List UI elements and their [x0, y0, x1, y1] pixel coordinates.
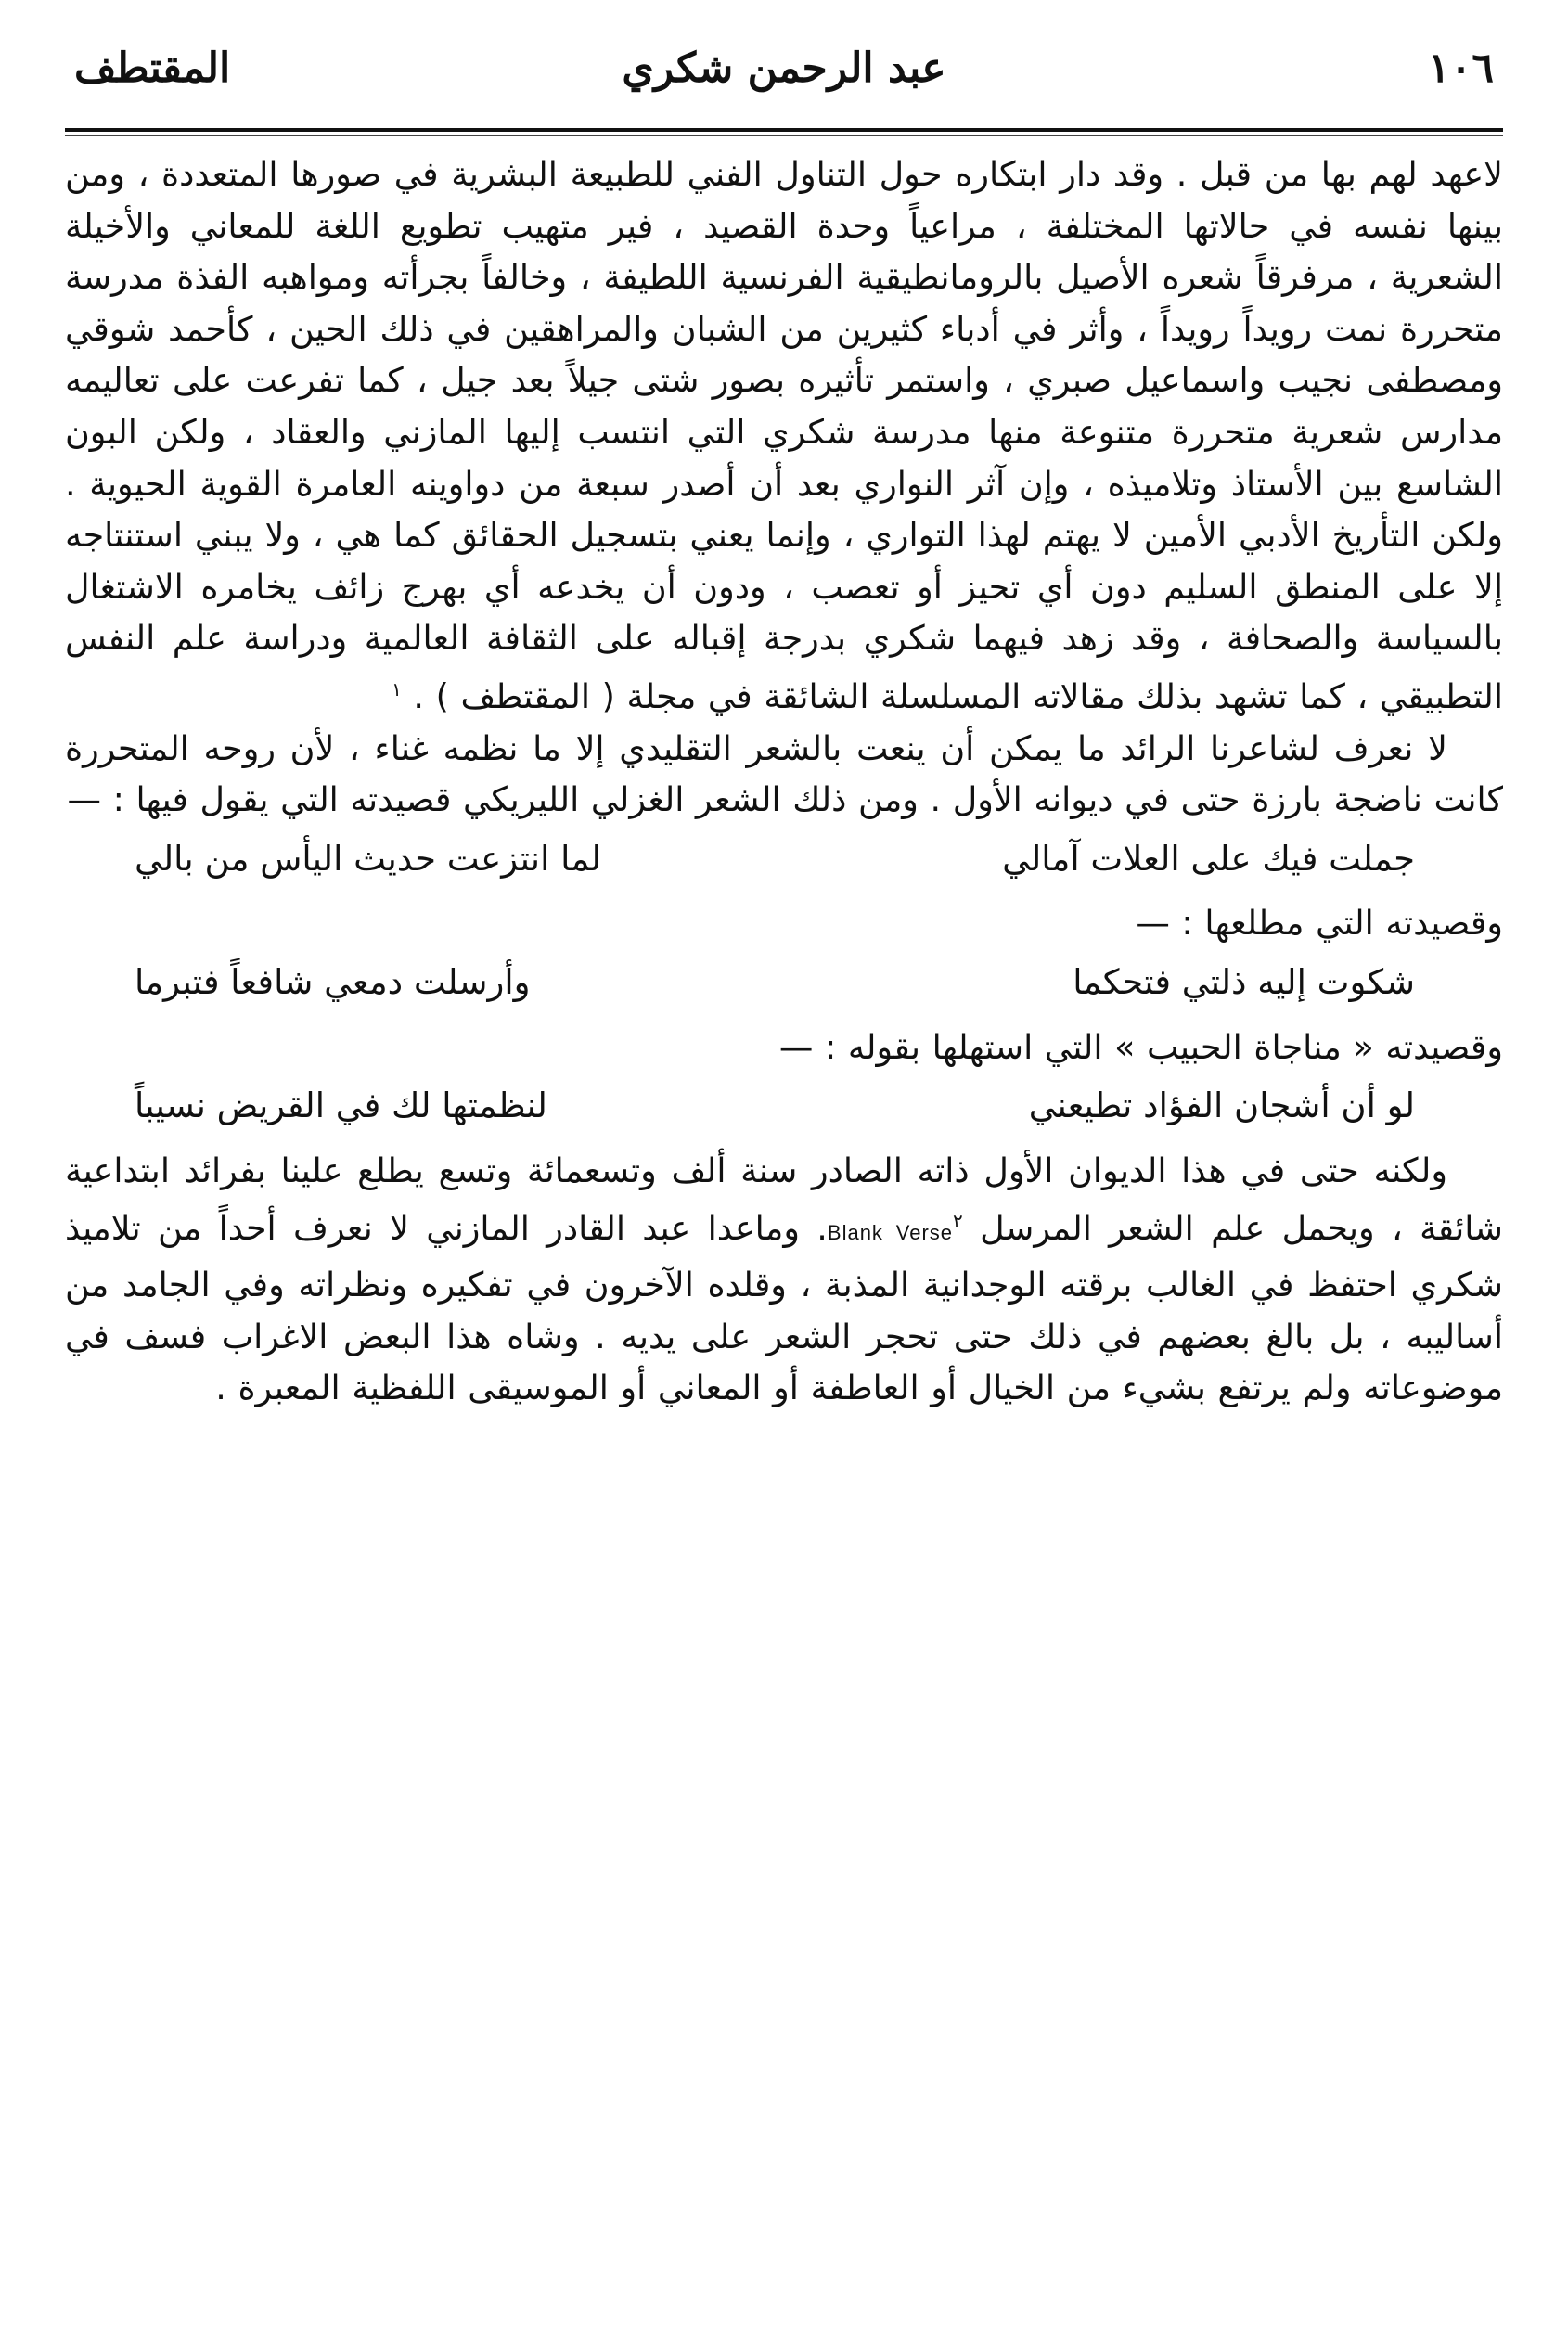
- paragraph-5-text: ولكنه حتى في هذا الديوان الأول ذاته الصادر سنة ألف وتسعمائة وتسع يطلع علينا بفرائد ابتداعية شائقة ، ويحمل علم الشعر المرسل: [65, 1150, 1503, 1249]
- document-page: [65, 37, 1503, 2320]
- blank-verse-term: Blank Verse: [827, 1221, 954, 1245]
- page-header: [65, 37, 1503, 125]
- running-title-journal: المقتطف: [74, 45, 231, 92]
- verse-2-first-hemistich: شكوت إليه ذلتي فتحكما: [1073, 962, 1415, 1003]
- page-body: [65, 148, 1503, 1414]
- paragraph-3: وقصيدته التي مطلعها : —: [1136, 903, 1503, 944]
- footnote-mark-1: ١: [392, 677, 402, 700]
- page-number: ١٠٦: [1428, 45, 1494, 92]
- paragraph-2: لا نعرف لشاعرنا الرائد ما يمكن أن ينعت بالشعر التقليدي إلا ما نظمه غناء ، لأن روحه المتحررة كانت ناضجة بارزة حتى في ديوانه الأول . ومن ذلك الشعر الغزلي الليريكي قصيدته التي يقول فيها : —: [65, 727, 1503, 820]
- header-rule: [65, 128, 1503, 132]
- verse-3-second-hemistich: لنظمتها لك في القريض نسيباً: [135, 1086, 547, 1126]
- verse-1-second-hemistich: لما انتزعت حديث اليأس من بالي: [135, 838, 602, 879]
- paragraph-4: وقصيدته « مناجاة الحبيب » التي استهلها بقوله : —: [778, 1026, 1503, 1067]
- verse-3: [65, 1080, 1503, 1132]
- verse-1: [65, 833, 1503, 885]
- header-rule-thin: [65, 135, 1503, 136]
- verse-2: [65, 957, 1503, 1009]
- footnote-mark-2: ٢: [953, 1210, 963, 1233]
- verse-1-first-hemistich: جملت فيك على العلات آمالي: [1002, 838, 1415, 879]
- verse-3-first-hemistich: لو أن أشجان الفؤاد تطيعني: [1028, 1086, 1415, 1126]
- paragraph-5: [65, 1145, 1503, 1414]
- running-title-author: عبد الرحمن شكري: [622, 45, 946, 92]
- paragraph-5-continuation: . وماعدا عبد القادر المازني لا نعرف أحداً من تلاميذ شكري احتفظ في الغالب برقته الوجدانية المذبة ، وقلده الآخرون في تفكيره ونظراته وفي الجامد من أساليبه ، بل بالغ بعضهم في ذلك حتى تحجر الشعر على يديه . وشاه هذا البعض الاغراب فسف في موضوعاته ولم يرتفع بشيء من الخيال أو العاطفة أو المعاني أو الموسيقى اللفظية المعبرة .: [65, 1208, 1503, 1408]
- paragraph-1-text: لاعهد لهم بها من قبل . وقد دار ابتكاره حول التناول الفني للطبيعة البشرية في صورها المتعددة ، ومن بينها نفسه في حالاتها المختلفة ، مراعياً وحدة القصيد ، فير متهيب تطويع اللغة للمعاني والأخيلة الشعرية ، مرفرقاً شعره الأصيل بالرومانطيقية الفرنسية اللطيفة ، وخالفاً بجرأته ومواهبه الفذة مدرسة متحررة نمت رويداً رويداً ، وأثر في أدباء كثيرين من الشبان والمراهقين في ذلك الحين ، كأحمد شوقي ومصطفى نجيب واسماعيل صبري ، واستمر تأثيره بصور شتى جيلاً بعد جيل ، كما تفرعت على تعاليمه مدارس شعرية متحررة متنوعة منها مدرسة شكري التي انتسب إليها المازني والعقاد ، ولكن البون الشاسع بين الأستاذ وتلاميذه ، وإن آثر النواري بعد أن أصدر سبعة من دواوينه العامرة القوية الحيوية . ولكن التأريخ الأدبي الأمين لا يهتم لهذا التواري ، وإنما يعني بتسجيل الحقائق كما هي ، ولا يبني استنتاجه إلا على المنطق السليم دون أي تحيز أو تعصب ، ودون أن يخدعه أي بهرج زائف يخامره الاشتغال بالسياسة والصحافة ، وقد زهد فيهما شكري بدرجة إقباله على الثقافة العالمية ودراسة علم النفس التطبيقي ، كما تشهد بذلك مقالاته المسلسلة الشائقة في مجلة ( المقتطف ) .: [65, 154, 1503, 717]
- verse-2-second-hemistich: وأرسلت دمعي شافعاً فتبرما: [135, 962, 531, 1003]
- paragraph-1: [65, 148, 1503, 723]
